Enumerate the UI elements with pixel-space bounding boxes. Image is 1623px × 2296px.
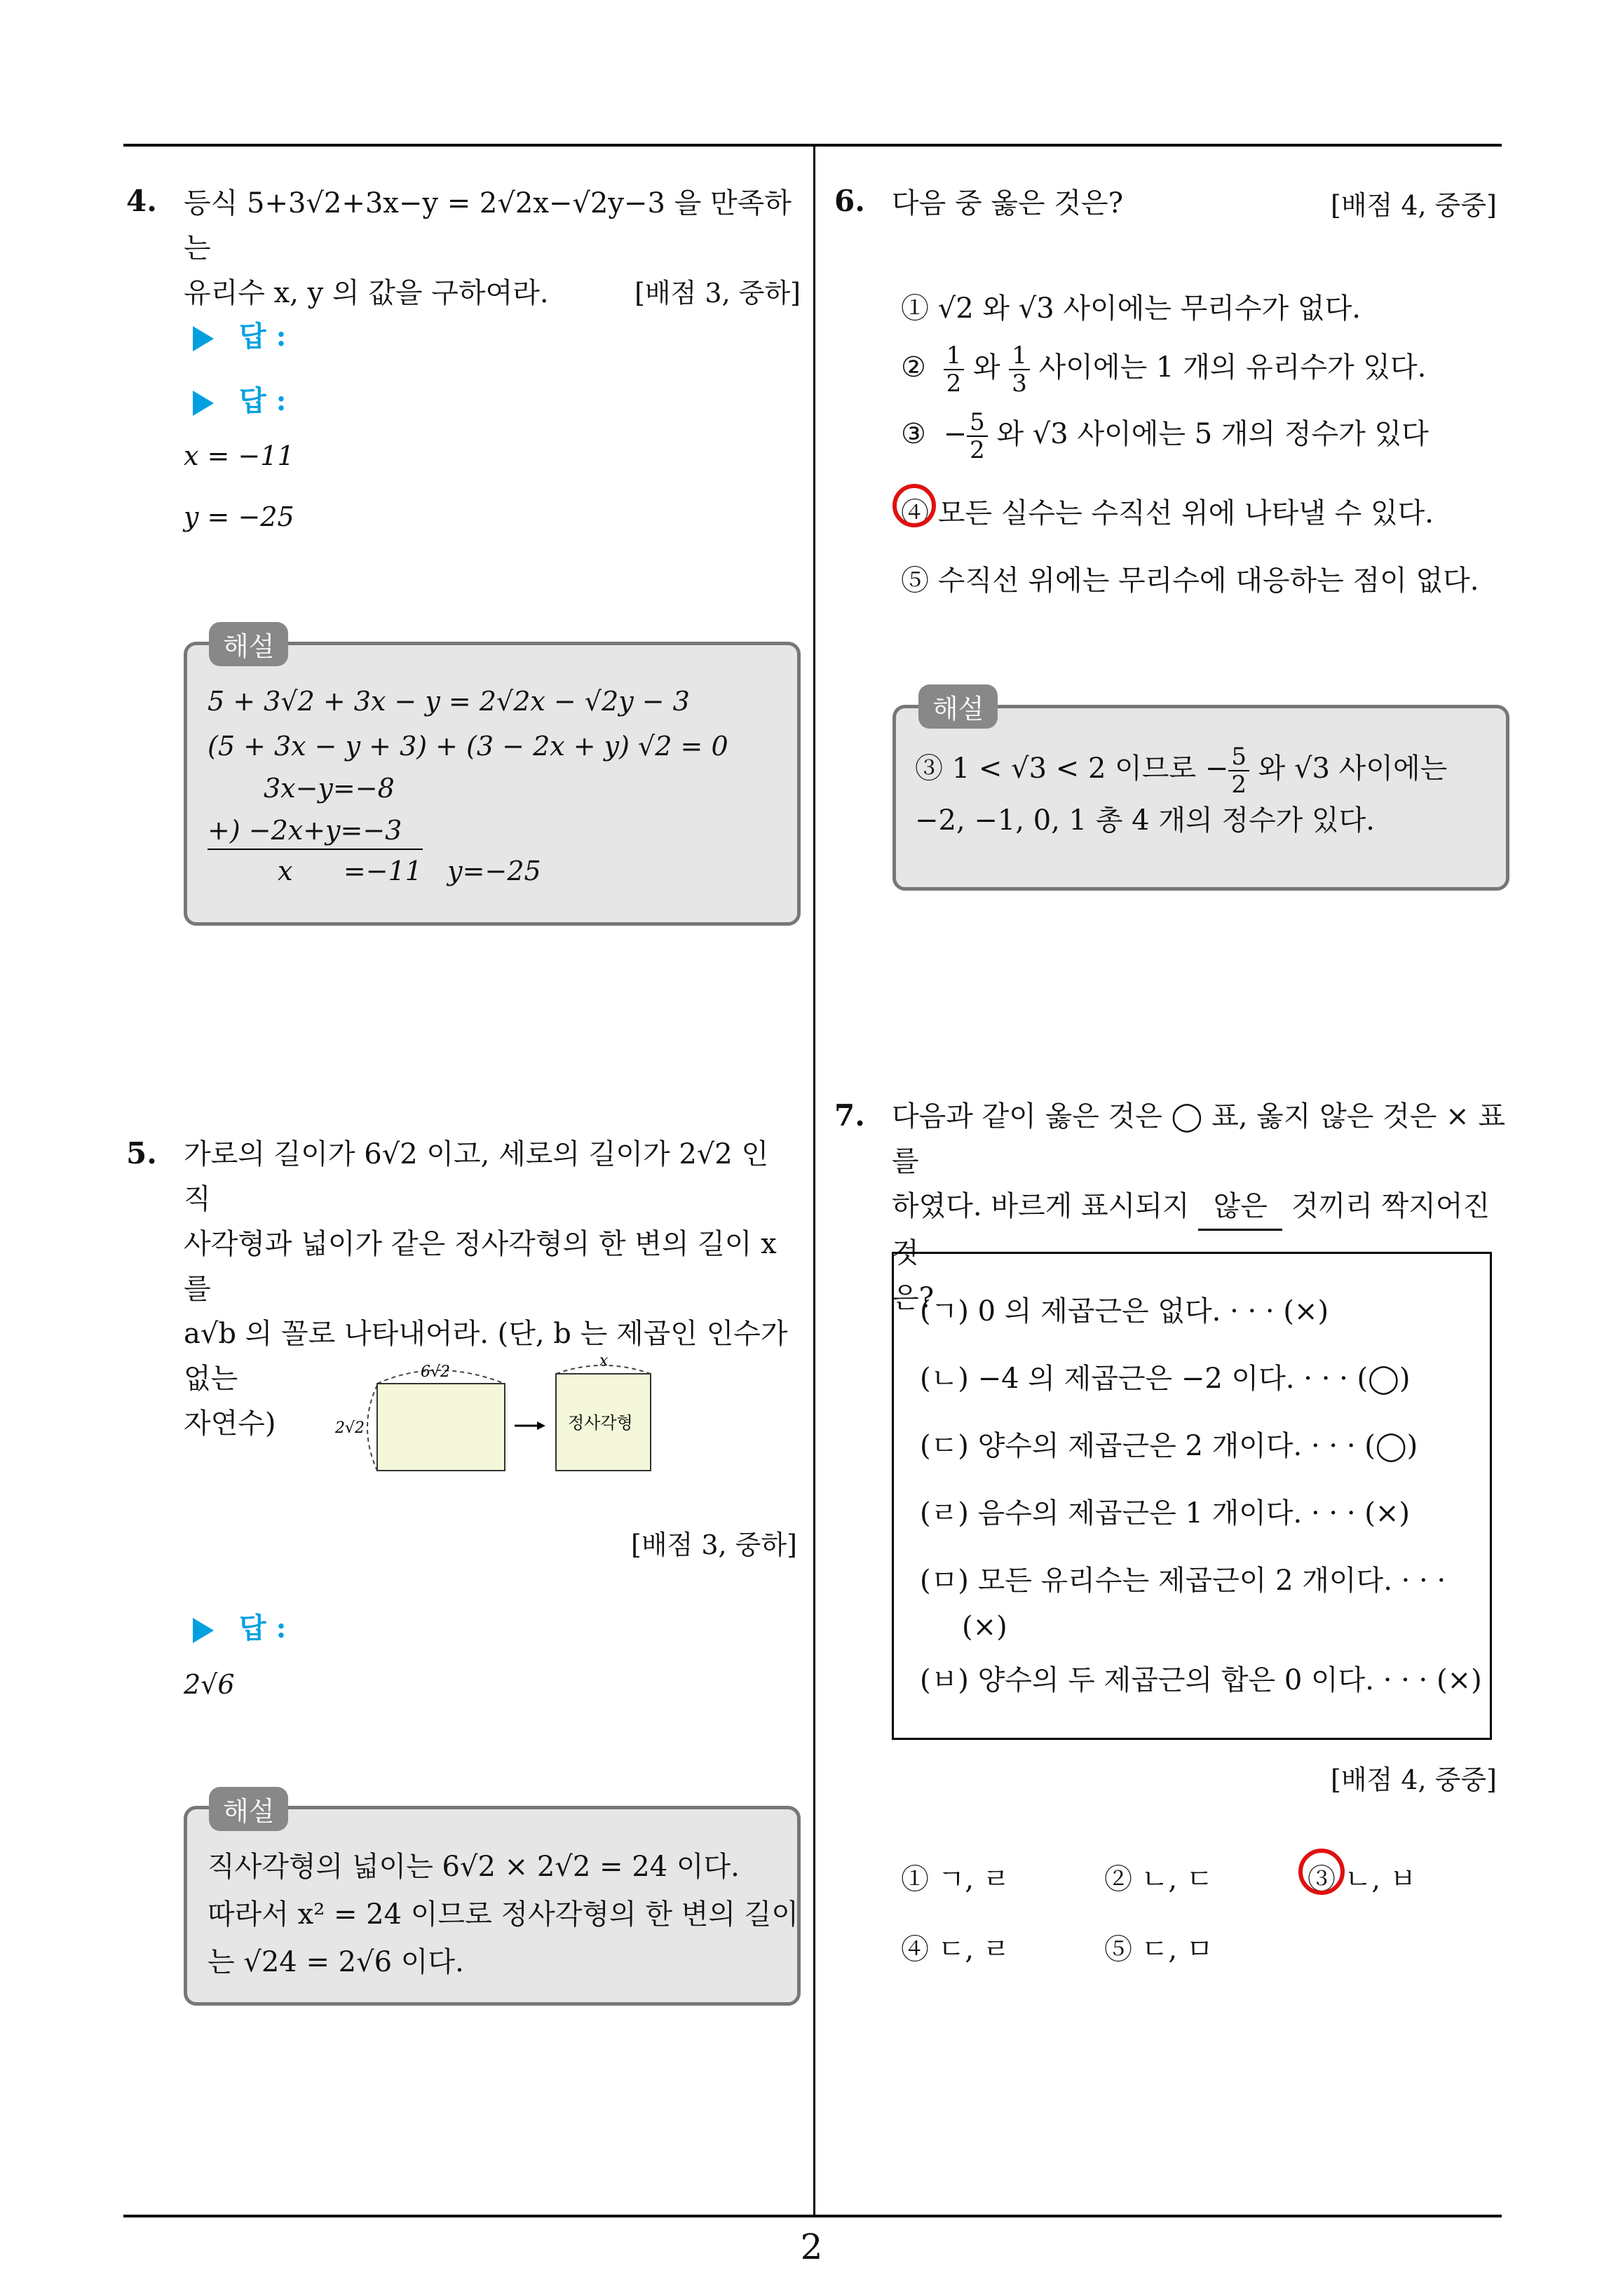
q7-choice-2[interactable]: ② ㄴ, ㄷ <box>1104 1863 1214 1896</box>
fig-height-label: 2√2 <box>335 1419 365 1437</box>
q5-line: 자연수) <box>184 1407 276 1440</box>
q5-line: 가로의 길이가 6√2 이고, 세로의 길이가 2√2 인 직 <box>184 1138 769 1215</box>
statement-item-cont: (×) <box>962 1611 1007 1643</box>
answer-label: 답 : <box>239 384 287 417</box>
q7-choice-1[interactable]: ① ㄱ, ㄹ <box>901 1863 1010 1896</box>
q4-answer-x: x = −11 <box>184 440 294 471</box>
q6-number: 6. <box>834 184 865 218</box>
q6-explanation-tab: 해설 <box>918 684 998 729</box>
q4-explanation-tab: 해설 <box>209 622 288 666</box>
fraction: $\frac{5}{2}$ <box>967 409 988 464</box>
fig-square-label: 정사각형 <box>568 1413 633 1433</box>
arrow-icon <box>537 1422 545 1430</box>
expl-line: 는 √24 = 2√6 이다. <box>208 1946 464 1978</box>
play-triangle-icon <box>193 1618 214 1643</box>
rectangle-shape <box>377 1384 505 1471</box>
q5-answer: 2√6 <box>184 1669 235 1700</box>
correct-answer-mark <box>1298 1849 1345 1895</box>
expl-line: 직사각형의 넓이는 6√2 × 2√2 = 24 이다. <box>208 1851 740 1883</box>
option-text: 와 √3 사이에는 5 개의 정수가 있다 <box>996 418 1429 450</box>
q4-meta: [배점 3, 중하] <box>634 278 801 309</box>
play-triangle-icon <box>193 326 214 351</box>
option-marker: ③ <box>901 418 926 450</box>
column-divider <box>813 144 815 2216</box>
q6-option-3[interactable] <box>901 409 1429 464</box>
q4-line2: 유리수 x, y 의 값을 구하여라. <box>184 277 549 309</box>
q4-explanation-body <box>208 679 728 889</box>
q7-meta: [배점 4, 중중] <box>1331 1764 1497 1795</box>
q7-line2: 하였다. 바르게 표시되지 않은 것끼리 짝지어진 것 <box>892 1184 1509 1276</box>
underlined-word: 않은 <box>1198 1184 1282 1231</box>
fig-width-label: 6√2 <box>421 1363 451 1381</box>
q5-figure <box>330 1350 666 1476</box>
q7-choice-5[interactable]: ⑤ ㄷ, ㅁ <box>1104 1933 1214 1966</box>
q4-text <box>184 181 801 316</box>
q7-number: 7. <box>834 1098 865 1133</box>
option-text: 와 <box>972 351 1000 384</box>
q7-choice-4[interactable]: ④ ㄷ, ㄹ <box>901 1933 1010 1966</box>
statement-item: (ㄷ) 양수의 제곱근은 2 개이다. · · · (◯) <box>920 1430 1418 1462</box>
top-rule <box>123 144 1502 147</box>
option-marker: ② <box>901 351 926 384</box>
expl-line: 3x−y=−8 <box>264 773 395 804</box>
answer-label: 답 : <box>239 320 287 353</box>
expl-line: +) −2x+y=−3 <box>208 812 423 850</box>
q7-statements <box>920 1289 1482 1703</box>
q6-option-5[interactable]: ⑤ 수직선 위에는 무리수에 대응하는 점이 없다. <box>901 565 1479 597</box>
fraction: $\frac{5}{2}$ <box>1228 743 1249 798</box>
q6-option-1[interactable]: ① √2 와 √3 사이에는 무리수가 없다. <box>901 292 1361 325</box>
q6-question: 다음 중 옳은 것은? <box>892 187 1124 220</box>
option-text: 사이에는 1 개의 유리수가 있다. <box>1038 351 1427 384</box>
expl-line: 5 + 3√2 + 3x − y = 2√2x − √2y − 3 <box>208 686 690 717</box>
q7-choice-3[interactable]: ③ ㄴ, ㅂ <box>1308 1863 1417 1896</box>
expl-line: x =−11 y=−25 <box>278 856 541 886</box>
expl-line: −2, −1, 0, 1 총 4 개의 정수가 있다. <box>915 804 1375 837</box>
q6-meta: [배점 4, 중중] <box>1331 190 1497 221</box>
q4-line2-row <box>184 271 801 316</box>
statement-item: (ㄹ) 음수의 제곱근은 1 개이다. · · · (×) <box>920 1497 1411 1529</box>
statement-item: (ㅂ) 양수의 두 제곱근의 합은 0 이다. · · · (×) <box>920 1664 1482 1696</box>
expl-line: 따라서 x² = 24 이므로 정사각형의 한 변의 길이 <box>208 1898 799 1931</box>
q7-line1: 다음과 같이 옳은 것은 ◯ 표, 옳지 않은 것은 × 표를 <box>892 1100 1506 1177</box>
fig-square-top: x <box>599 1352 609 1370</box>
q4-number: 4. <box>126 184 157 218</box>
q5-explanation-tab: 해설 <box>209 1787 288 1831</box>
q6-explanation-body <box>915 743 1447 843</box>
page-number: 2 <box>800 2227 823 2267</box>
statement-item: (ㄱ) 0 의 제곱근은 없다. · · · (×) <box>920 1295 1329 1328</box>
q4-answer-y: y = −25 <box>184 501 294 532</box>
answer-label: 답 : <box>239 1612 287 1645</box>
expl-line: ③ 1 < √3 < 2 이므로 − $\frac{5}{2}$ 와 √3 사이에는 <box>915 743 1448 799</box>
statement-item: (ㅁ) 모든 유리수는 제곱근이 2 개이다. · · · <box>920 1565 1446 1597</box>
q6-option-2[interactable] <box>901 342 1426 397</box>
play-triangle-icon <box>193 391 214 416</box>
q5-meta: [배점 3, 중하] <box>631 1529 797 1560</box>
q4-answer-row-1 <box>193 314 286 354</box>
correct-answer-mark <box>892 484 936 527</box>
bottom-rule <box>123 2215 1502 2217</box>
fraction: $\frac{1}{2}$ <box>944 342 965 397</box>
expl-line: (5 + 3x − y + 3) + (3 − 2x + y) √2 = 0 <box>208 731 728 762</box>
q4-answer-row-2 <box>193 379 286 419</box>
q5-number: 5. <box>126 1136 157 1170</box>
q5-answer-row <box>193 1606 286 1646</box>
q5-explanation-body <box>208 1843 799 1986</box>
option-text: − <box>943 418 967 450</box>
q5-line: 사각형과 넓이가 같은 정사각형의 한 변의 길이 x 를 <box>184 1228 777 1305</box>
q5-line: a√b 의 꼴로 나타내어라. (단, b 는 제곱인 인수가 없는 <box>184 1318 788 1395</box>
statement-item: (ㄴ) −4 의 제곱근은 −2 이다. · · · (◯) <box>920 1363 1411 1395</box>
fraction: $\frac{1}{3}$ <box>1009 342 1030 397</box>
q7-line3: 은? <box>892 1282 935 1314</box>
q4-line1: 등식 5+3√2+3x−y = 2√2x−√2y−3 을 만족하는 <box>184 187 792 264</box>
q6-option-4[interactable]: ④ 모든 실수는 수직선 위에 나타낼 수 있다. <box>901 497 1434 529</box>
